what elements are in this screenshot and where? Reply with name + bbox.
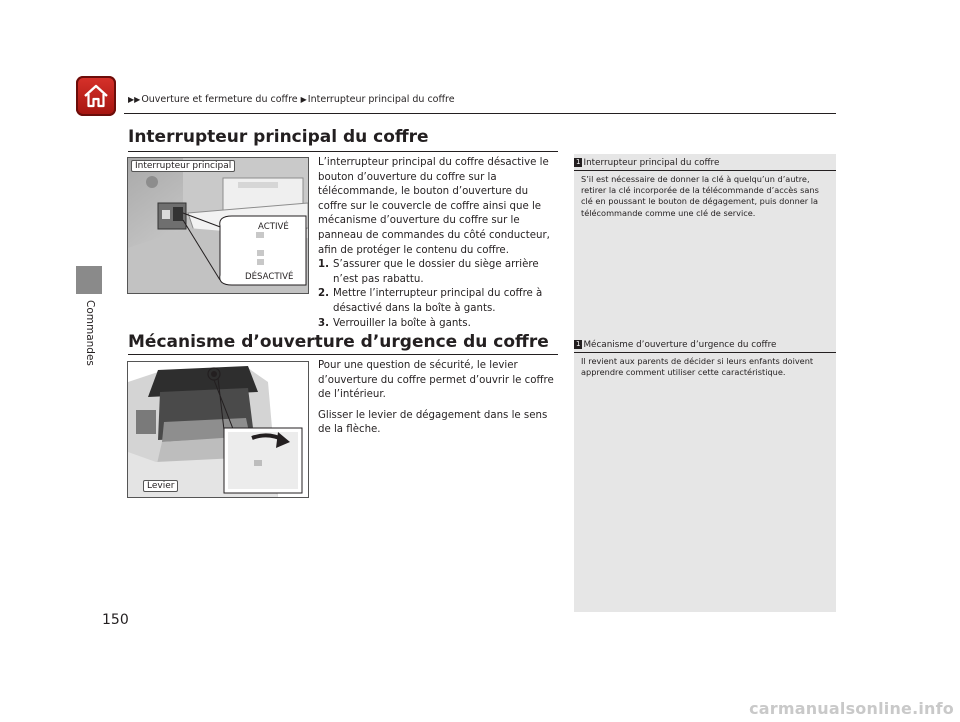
header-divider — [124, 113, 836, 114]
step-number: 1. — [318, 259, 329, 271]
breadcrumb-item-1[interactable]: Ouverture et fermeture du coffre — [141, 94, 298, 105]
step-number: 2. — [318, 288, 329, 300]
emergency-release-illustration — [127, 361, 309, 498]
section-divider — [128, 151, 558, 152]
notes-panel — [574, 154, 836, 612]
note-2-divider — [574, 352, 836, 353]
chevron-right-icon: ▶▶ — [128, 95, 141, 104]
breadcrumb — [128, 94, 455, 105]
step-number: 3. — [318, 317, 329, 329]
page-number: 150 — [102, 612, 129, 628]
main-switch-label: Interrupteur principal — [131, 160, 235, 172]
note-badge: 1 — [576, 158, 581, 166]
section-title-emergency-release: Mécanisme d’ouverture d’urgence du coffre — [128, 332, 549, 352]
note-2-heading — [574, 340, 776, 350]
section-divider — [128, 354, 558, 355]
chevron-right-icon: ▶ — [300, 95, 307, 104]
home-icon — [82, 83, 110, 109]
sidebar-section-label: Commandes — [84, 300, 96, 366]
step-item — [318, 317, 558, 332]
note-2-title: Mécanisme d’ouverture d’urgence du coffre — [583, 340, 777, 350]
step-item — [318, 258, 558, 287]
callout-on-label: ACTIVÉ — [258, 222, 289, 232]
callout-off-label: DÉSACTIVÉ — [245, 272, 294, 282]
step-text: S’assurer que le dossier du siège arrière n’est pas rabattu. — [333, 259, 539, 285]
watermark-text: carmanualsonline.info — [749, 699, 954, 718]
steps-list — [318, 258, 558, 331]
section-title-trunk-main-switch: Interrupteur principal du coffre — [128, 127, 429, 147]
section-1-intro: L’interrupteur principal du coffre désactive le bouton d’ouverture du coffre sur la télécommande, le bouton d’ouverture du coffre sur le couvercle de coffre ainsi que le mécanisme d’ouverture du coffre sur le panneau de commandes du côté conducteur, afin de protéger le contenu du coffre. — [318, 157, 550, 256]
section-1-body — [318, 156, 558, 331]
step-text: Verrouiller la boîte à gants. — [333, 317, 471, 329]
note-1-text: S’il est nécessaire de donner la clé à quelqu’un d’autre, retirer la clé incorporée de la télécommande d’accès sans clé en poussant le bouton de dégagement, puis donner la télécommande comme une clé de service. — [581, 174, 819, 218]
breadcrumb-item-2[interactable]: Interrupteur principal du coffre — [307, 94, 455, 105]
lever-label: Levier — [143, 480, 178, 492]
section-2-paragraph-1: Pour une question de sécurité, le levier d’ouverture du coffre permet d’ouvrir le coffre de l’intérieur. — [318, 360, 554, 401]
note-1-heading — [574, 158, 719, 168]
section-2-body — [318, 359, 558, 438]
note-1-title: Interrupteur principal du coffre — [583, 158, 720, 168]
note-1-divider — [574, 170, 836, 171]
note-badge: 1 — [576, 340, 581, 348]
section-2-paragraph-2: Glisser le levier de dégagement dans le sens de la flèche. — [318, 409, 548, 436]
home-button[interactable] — [76, 76, 116, 116]
sidebar-tab-marker — [76, 266, 102, 294]
trunk-main-switch-illustration — [127, 157, 309, 294]
trunk-lever-drawing — [128, 362, 308, 497]
step-text: Mettre l’interrupteur principal du coffre à désactivé dans la boîte à gants. — [333, 288, 543, 314]
note-2-text: Il revient aux parents de décider si leurs enfants doivent apprendre comment utiliser cette caractéristique. — [581, 356, 814, 378]
step-item — [318, 287, 558, 316]
